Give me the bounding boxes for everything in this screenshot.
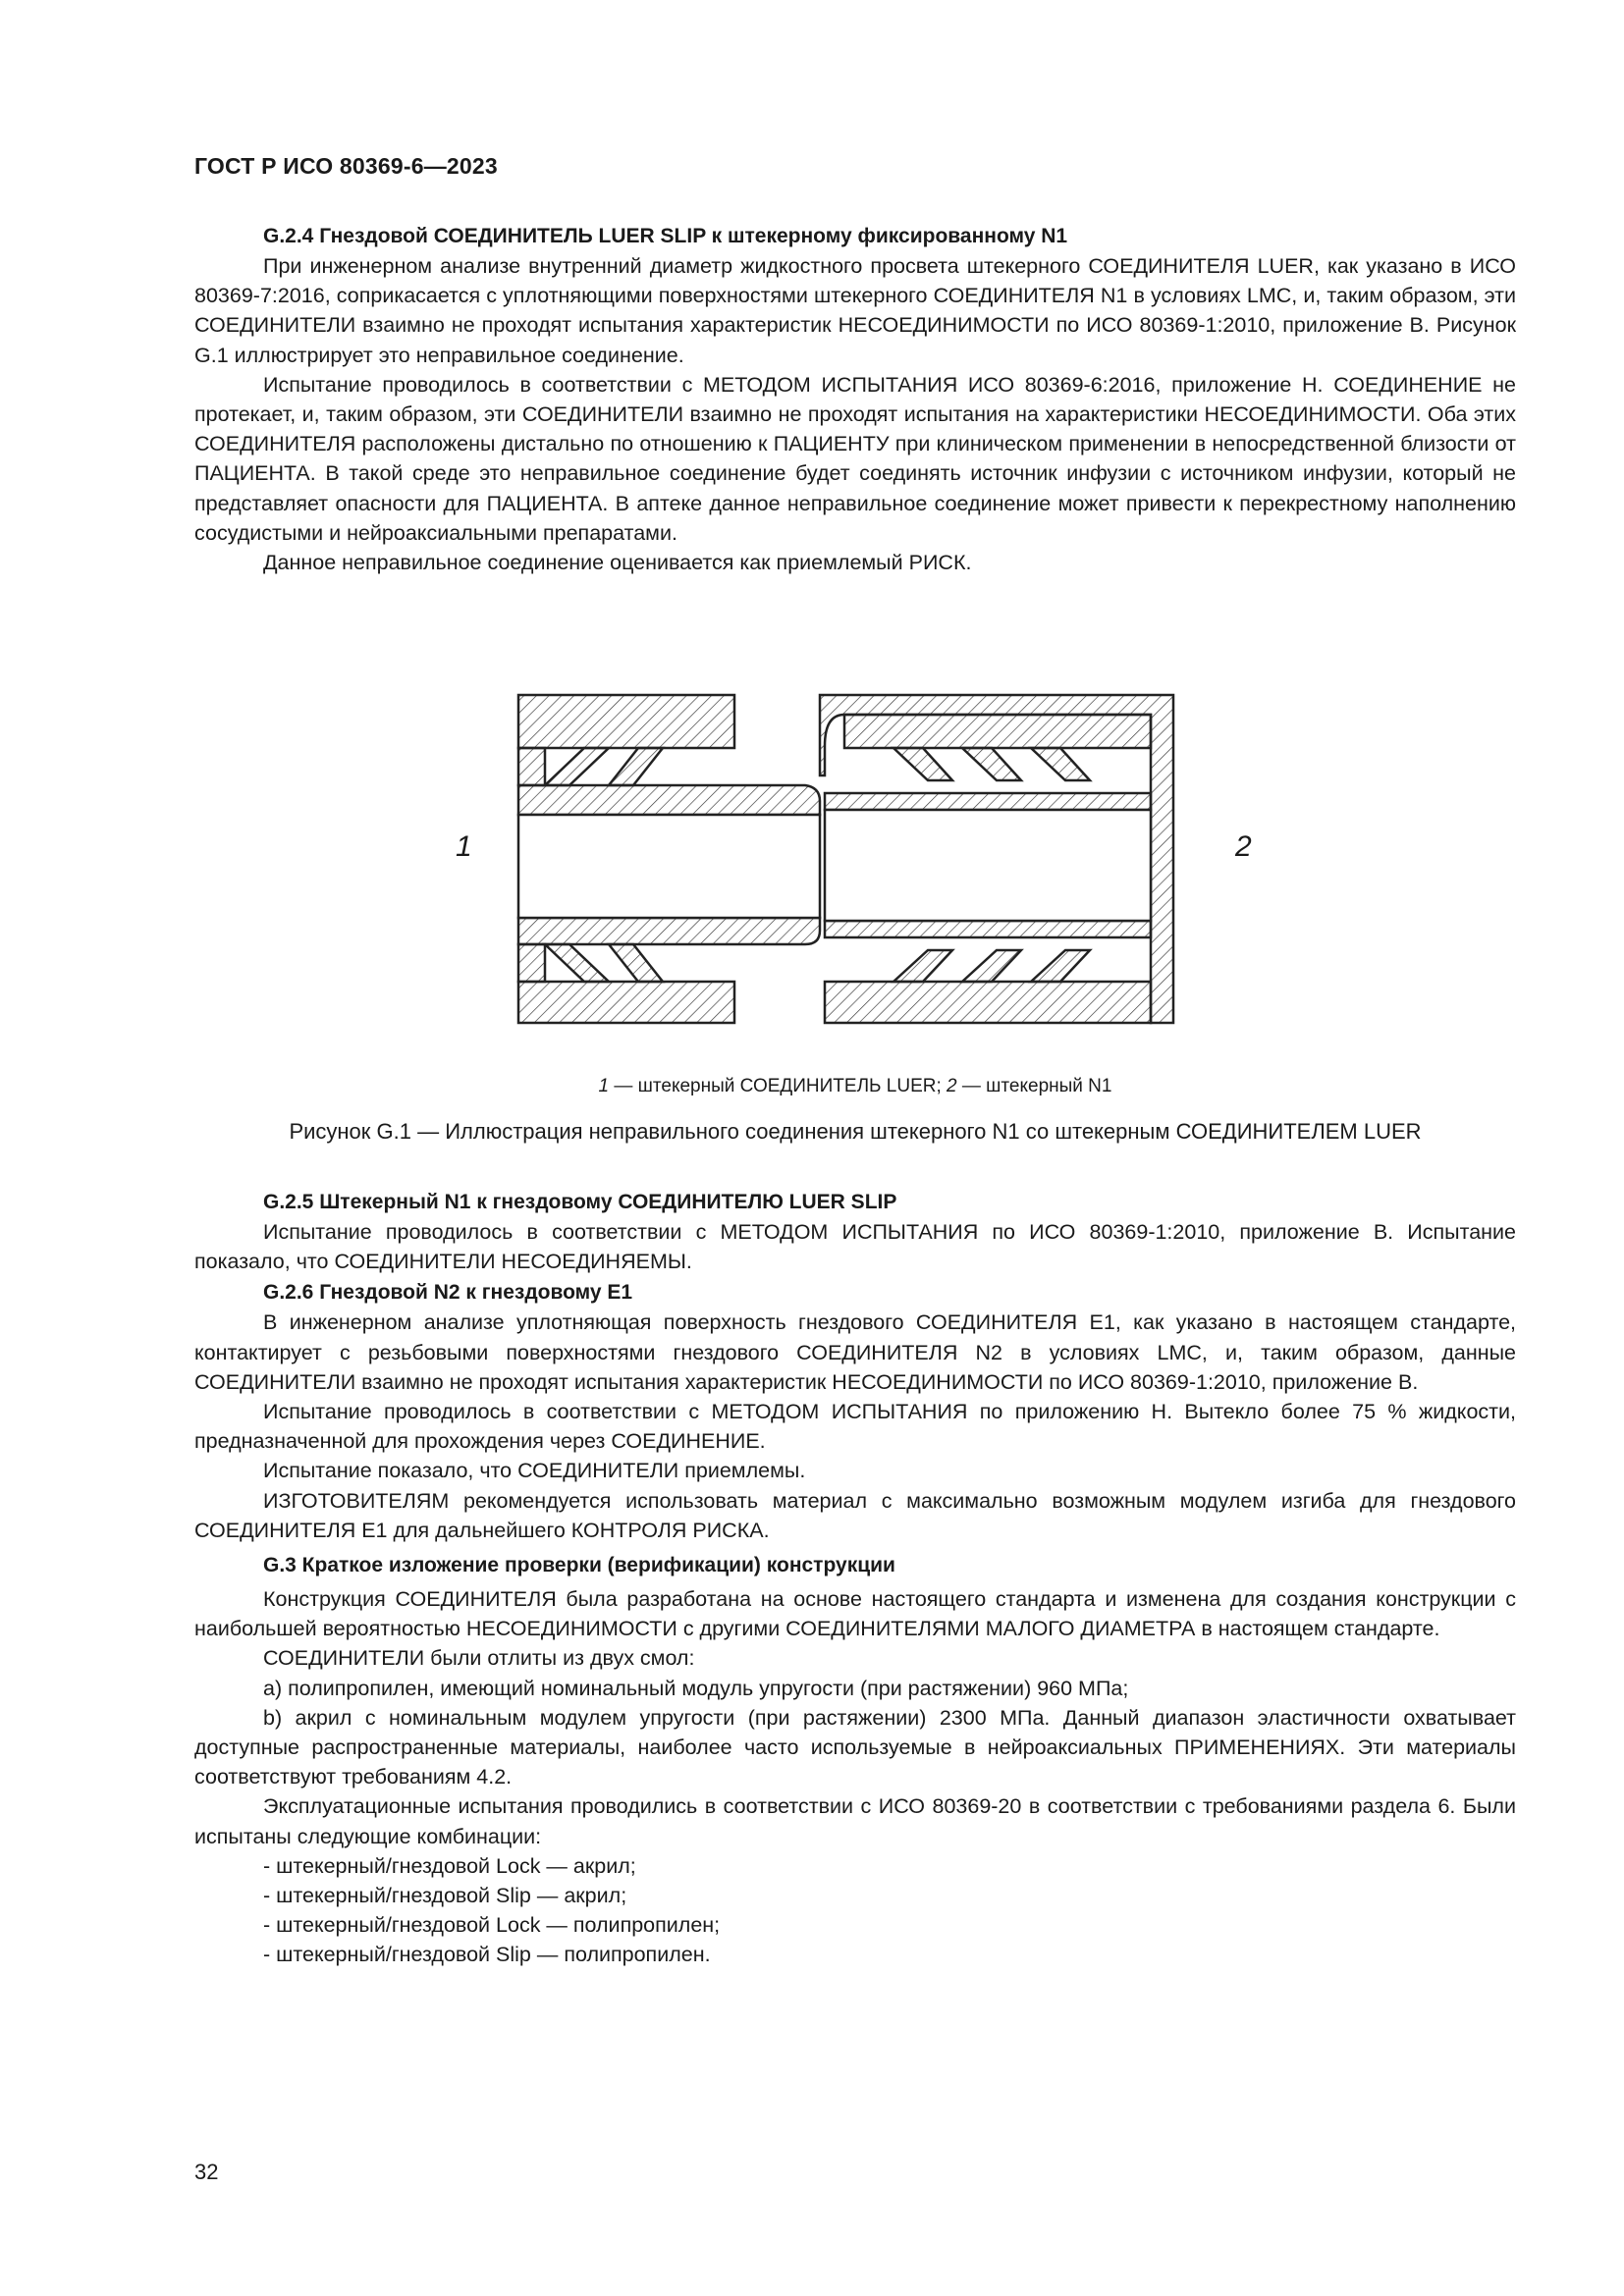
figure-caption: Рисунок G.1 — Иллюстрация неправильного соединения штекерного N1 со штекерным СОЕДИНИТЕЛЕМ LUER — [289, 1119, 1422, 1144]
right-thread-top-1 — [893, 748, 952, 780]
right-thread-bottom-3 — [1031, 950, 1090, 982]
list-item: - штекерный/гнездовой Slip — акрил; — [263, 1884, 627, 1908]
paragraph: Испытание проводилось в соответствии с МЕТОДОМ ИСПЫТАНИЯ по приложению Н. Вытекло более 75 % жидкости, предназначенной для прохождения через СОЕДИНЕНИЕ. — [194, 1400, 1516, 1454]
right-inner-tube-bottom — [825, 921, 1151, 937]
left-lumen — [518, 815, 820, 918]
legend-text-2: — штекерный N1 — [956, 1076, 1112, 1096]
figure-g1 — [432, 687, 1252, 1031]
paragraph: Данное неправильное соединение оценивается как приемлемый РИСК. — [263, 551, 972, 575]
left-thread-top-2 — [609, 748, 663, 785]
right-thread-bottom-2 — [962, 950, 1021, 982]
right-thread-top-3 — [1031, 748, 1090, 780]
paragraph: Испытание проводилось в соответствии с МЕТОДОМ ИСПЫТАНИЯ по ИСО 80369-1:2010, приложение В. Испытание показало, что СОЕДИНИТЕЛИ НЕСОЕДИНЯЕМЫ. — [194, 1220, 1516, 1274]
section-heading: G.3 Краткое изложение проверки (верификации) конструкции — [263, 1554, 895, 1577]
paragraph: Испытание проводилось в соответствии с МЕТОДОМ ИСПЫТАНИЯ ИСО 80369-6:2016, приложение Н. СОЕДИНЕНИЕ не протекает, и, таким образом, эти СОЕДИНИТЕЛИ взаимно не проходят испытания на характеристики НЕСОЕДИНИМОСТИ. Оба этих СОЕДИНИТЕЛЯ расположены дистально по отношению к ПАЦИЕНТУ при клиническом применении в непосредственной близости от ПАЦИЕНТА. В такой среде это неправильное соединение будет соединять источник инфузии с источником инфузии, который не представляет опасности для ПАЦИЕНТА. В аптеке данное неправильное соединение может привести к перекрестному наполнению сосудистыми и нейроаксиальными препаратами. — [194, 372, 1516, 545]
legend-number-2: 2 — [947, 1076, 957, 1096]
figure-label-2: 2 — [1235, 830, 1252, 863]
left-thread-bottom-1 — [545, 944, 609, 982]
paragraph: Конструкция СОЕДИНИТЕЛЯ была разработана на основе настоящего стандарта и изменена для создания конструкции с наибольшей вероятностью НЕСОЕДИНИМОСТИ с другими СОЕДИНИТЕЛЯМИ МАЛОГО ДИАМЕТРА в настоящем стандарте. — [194, 1587, 1516, 1641]
paragraph: При инженерном анализе внутренний диаметр жидкостного просвета штекерного СОЕДИНИТЕЛЯ LUER, как указано в ИСО 80369-7:2016, соприкасается с уплотняющими поверхностями штекерного СОЕДИНИТЕЛЯ N1 в условиях LMC, и, таким образом, эти СОЕДИНИТЕЛИ взаимно не проходят испытания характеристик НЕСОЕДИНИМОСТИ по ИСО 80369-1:2010, приложение В. Рисунок G.1 иллюстрирует это неправильное соединение. — [194, 254, 1516, 367]
list-item: - штекерный/гнездовой Slip — полипропилен. — [263, 1943, 711, 1967]
left-thread-bottom-2 — [609, 944, 663, 982]
legend-number-1: 1 — [598, 1076, 610, 1096]
right-lumen — [825, 810, 1151, 921]
legend-text-1: — штекерный СОЕДИНИТЕЛЬ LUER; — [609, 1076, 947, 1096]
paragraph: b) акрил с номинальным модулем упругости (при растяжении) 2300 МПа. Данный диапазон эластичности охватывает доступные распространенные материалы, наиболее часто используемые в нейроаксиальных ПРИМЕНЕНИЯХ. Эти материалы соответствуют требованиям 4.2. — [194, 1705, 1516, 1789]
section-heading: G.2.4 Гнездовой СОЕДИНИТЕЛЬ LUER SLIP к штекерному фиксированному N1 — [263, 225, 1068, 247]
paragraph: Испытание показало, что СОЕДИНИТЕЛИ приемлемы. — [263, 1459, 806, 1483]
figure-legend — [194, 1076, 1516, 1097]
connector-drawing — [432, 687, 1218, 1031]
left-connector-top-wall — [518, 748, 545, 785]
right-connector-top-body — [844, 715, 1151, 748]
paragraph: ИЗГОТОВИТЕЛЯМ рекомендуется использовать материал с максимально возможным модулем изгиба для гнездового СОЕДИНИТЕЛЯ Е1 для дальнейшего КОНТРОЛЯ РИСКА. — [194, 1488, 1516, 1542]
figure-label-1: 1 — [456, 830, 472, 863]
left-connector-bottom-body — [518, 982, 734, 1023]
list-item: - штекерный/гнездовой Lock — полипропилен; — [263, 1913, 721, 1938]
right-thread-top-2 — [962, 748, 1021, 780]
left-connector-bottom-wall — [518, 944, 545, 982]
right-inner-tube-top — [825, 793, 1151, 810]
left-connector-top-body — [518, 695, 734, 748]
paragraph: Эксплуатационные испытания проводились в соответствии с ИСО 80369-20 в соответствии с требованиями раздела 6. Были испытаны следующие комбинации: — [194, 1794, 1516, 1848]
right-connector-bottom-body — [825, 982, 1151, 1023]
paragraph: СОЕДИНИТЕЛИ были отлиты из двух смол: — [263, 1646, 695, 1671]
list-item: - штекерный/гнездовой Lock — акрил; — [263, 1853, 636, 1878]
page-number: 32 — [194, 2160, 219, 2184]
left-male-tip-top — [518, 785, 820, 815]
left-male-tip-bottom — [518, 918, 820, 944]
paragraph: В инженерном анализе уплотняющая поверхность гнездового СОЕДИНИТЕЛЯ Е1, как указано в настоящем стандарте, контактирует с резьбовыми поверхностями гнездового СОЕДИНИТЕЛЯ N2 в условиях LMC, и, таким образом, данные СОЕДИНИТЕЛИ взаимно не проходят испытания характеристик НЕСОЕДИНИМОСТИ по ИСО 80369-1:2010, приложение В. — [194, 1310, 1516, 1394]
section-g24 — [194, 222, 1516, 577]
section-heading: G.2.5 Штекерный N1 к гнездовому СОЕДИНИТЕЛЮ LUER SLIP — [263, 1191, 897, 1213]
right-thread-bottom-1 — [893, 950, 952, 982]
paragraph: a) полипропилен, имеющий номинальный модуль упругости (при растяжении) 960 МПа; — [263, 1676, 1129, 1700]
section-heading: G.2.6 Гнездовой N2 к гнездовому Е1 — [263, 1281, 633, 1305]
sections-lower — [194, 1188, 1516, 1970]
standard-header: ГОСТ Р ИСО 80369-6—2023 — [194, 153, 498, 179]
left-thread-top-1 — [545, 748, 609, 785]
